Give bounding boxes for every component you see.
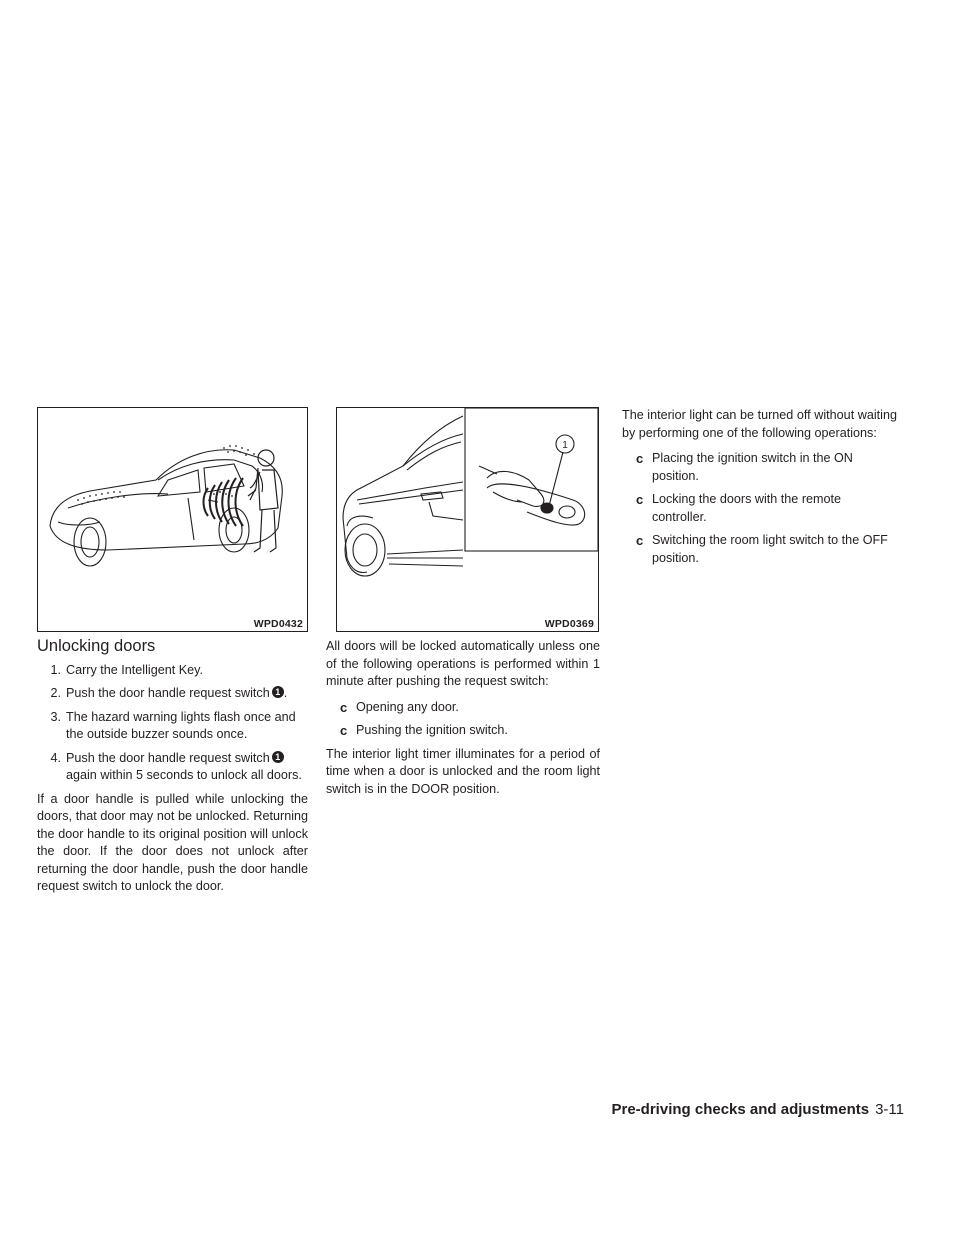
bullet-icon: c bbox=[636, 451, 644, 466]
paragraph: All doors will be locked automatically unless one of the following operations is performed within 1 minute after pushing the request switch: bbox=[326, 639, 600, 688]
figure-code: WPD0369 bbox=[544, 618, 594, 630]
bullet-icon: c bbox=[636, 492, 644, 507]
list-item: c Placing the ignition switch in the ON position. bbox=[636, 450, 897, 485]
callout-ref-icon: 1 bbox=[272, 686, 284, 698]
bullet-icon: c bbox=[340, 723, 348, 738]
car-person-illustration bbox=[38, 408, 307, 631]
paragraph: The interior light can be turned off without waiting by performing one of the following operations: bbox=[622, 408, 897, 440]
step-number: 2. bbox=[50, 686, 61, 700]
bullet-icon: c bbox=[636, 533, 644, 548]
callout-ref-icon: 1 bbox=[272, 751, 284, 763]
step-number: 4. bbox=[50, 750, 61, 765]
figure-request-switch bbox=[336, 407, 599, 632]
middle-column bbox=[326, 638, 600, 806]
list-item: c Pushing the ignition switch. bbox=[340, 723, 508, 738]
list-item: c Switching the room light switch to the OFF position. bbox=[636, 532, 897, 567]
step-1 bbox=[37, 662, 308, 680]
figure-unlocking-illustration bbox=[37, 407, 308, 632]
page-number: 3-11 bbox=[875, 1101, 904, 1118]
step-4 bbox=[37, 750, 308, 785]
step-number: 1. bbox=[50, 662, 61, 677]
paragraph: If a door handle is pulled while unlocking the doors, that door may not be unlocked. Returning the door handle to its original position will unlock the door. If the door does not unlock after returning the door handle, push the door handle request switch to unlock the door. bbox=[37, 791, 308, 893]
page-footer bbox=[612, 1101, 905, 1118]
list-item: c Opening any door. bbox=[340, 699, 459, 715]
bullet-icon: c bbox=[340, 699, 348, 715]
step-text: Carry the Intelligent Key. bbox=[66, 662, 203, 677]
right-column bbox=[622, 407, 897, 573]
paragraph: The interior light timer illuminates for a period of time when a door is unlocked and the room light switch is in the DOOR position. bbox=[326, 746, 600, 796]
section-title: Pre-driving checks and adjustments bbox=[611, 1101, 870, 1118]
figure-code: WPD0432 bbox=[253, 618, 303, 630]
step-text: Push the door handle request switch 1 . bbox=[66, 686, 288, 700]
section-heading: Unlocking doors bbox=[37, 637, 156, 655]
step-3 bbox=[37, 709, 308, 744]
step-2 bbox=[37, 685, 308, 703]
list-item: c Locking the doors with the remote controller. bbox=[636, 491, 897, 526]
door-handle-illustration bbox=[337, 408, 598, 631]
step-number: 3. bbox=[50, 709, 61, 724]
callout-number: 1 bbox=[562, 440, 568, 451]
left-column bbox=[37, 638, 308, 904]
step-text: Push the door handle request switch 1 again within 5 seconds to unlock all doors. bbox=[66, 750, 302, 782]
step-text: The hazard warning lights flash once and the outside buzzer sounds once. bbox=[66, 709, 296, 741]
